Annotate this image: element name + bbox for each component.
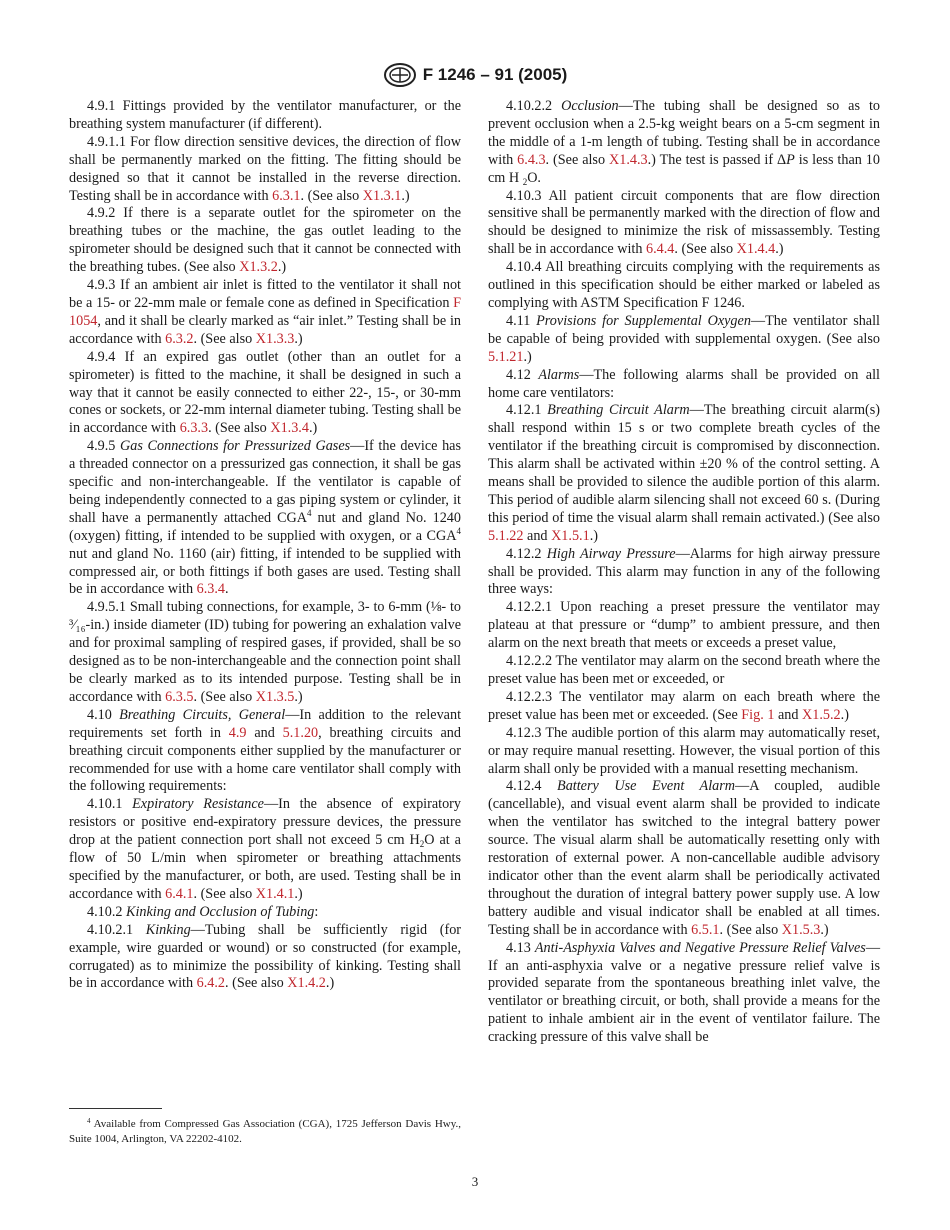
ref-link[interactable]: 6.3.5	[165, 688, 194, 705]
ref-link[interactable]: Fig. 1	[741, 706, 775, 723]
para-4-13: 4.13 Anti-Asphyxia Valves and Negative Pressure Relief Valves—If an anti-asphyxia valve or a negative pressure relief valve is provided separate from the spontaneous breathing inlet valve, the ventilator or breathing circuit, or both, shall provide a means for the patient to inhale ambient air in the event of ventilator failure. The cracking pressure of this valve shall be	[488, 939, 880, 1046]
para-4-10-2-2: 4.10.2.2 Occlusion—The tubing shall be designed so as to prevent occlusion when a 2.5-kg weight bears on a 5-cm segment in the middle of a 1-m length of tubing. Testing shall be in accordance with 6.4.3. (See also X1.4.3.) The test is passed if ΔP is less than 10 cm H $_2$O.	[488, 98, 881, 187]
ref-link[interactable]: F 1054	[69, 294, 461, 329]
page-number: 3	[471, 1174, 479, 1189]
para-4-11: 4.11 Provisions for Supplemental Oxygen—The ventilator shall be capable of being provided with supplemental oxygen. (See also 5.1.21.)	[488, 312, 880, 365]
footnote: $^4$ Available from Compressed Gas Association (CGA), 1725 Jefferson Davis Hwy., Suite 1004, Arlington, VA 22202-4102.	[69, 1117, 461, 1145]
para-4-12-4: 4.12.4 Battery Use Event Alarm—A coupled, audible (cancellable), and visual event alarm shall be provided to indicate when the ventilator has switched to the integral battery power source. The visual alarm shall be automatically resetting only with restoration of external power. A non-cancellable audible advisory indicator other than the event alarm shall be periodically activated throughout the duration of integral battery power supply use. A low battery audible and visual indicator shall be enabled at all times. Testing shall be in accordance with 6.5.1. (See also X1.5.3.)	[488, 778, 881, 938]
document-designation: F 1246 – 91 (2005)	[422, 65, 568, 84]
para-4-12-3: 4.12.3 The audible portion of this alarm may automatically reset, or may require manual resetting. However, the visual portion of this alarm shall only be provided with a manual resetting mechanism.	[488, 724, 880, 777]
para-4-9-3: 4.9.3 If an ambient air inlet is fitted to the ventilator it shall not be a 15- or 22-mm male or female cone as defined in Specification F 1054, and it shall be clearly marked as “air inlet.” Testing shall be in accordance with 6.3.2. (See also X1.3.3.)	[69, 277, 461, 347]
para-4-9-5: 4.9.5 Gas Connections for Pressurized Gases—If the device has a threaded connector on a pressurized gas connection, it shall be gas specific and non-interchangeable. If the ventilator is capable of being independently connected to a gas piping system or cylinder, it shall have a permanently attached CGA$^4$ nut and gland No. 1240 (oxygen) fitting, if intended to be supplied with oxygen, or a CGA$^4$ nut and gland No. 1160 (air) fitting, if intended to be supplied with compressed air, or both fittings if both gases are used. Testing shall be in accordance with 6.3.4.	[69, 438, 461, 598]
ref-link[interactable]: X1.4.1	[255, 885, 295, 902]
ref-link[interactable]: X1.4.4	[736, 241, 776, 258]
ref-link[interactable]: X1.5.2	[802, 706, 841, 723]
ref-link[interactable]: 6.3.2	[165, 330, 194, 347]
para-4-12-2-2: 4.12.2.2 The ventilator may alarm on the second breath where the preset value has been met or exceeded, or	[488, 653, 880, 687]
para-4-12-1: 4.12.1 Breathing Circuit Alarm—The breathing circuit alarm(s) shall respond within 15 s or two complete breath cycles of the ventilator if the breathing circuit is compromised by disconnection. This alarm shall be activated within ±20 % of the control setting. A means shall be provided to silence the audible portion of this alarm. This period of audible alarm silencing shall not exceed 60 s. (During this period of time the visual alarm shall remain activated.) (See also 5.1.22 and X1.5.1.)	[488, 402, 880, 544]
ref-link[interactable]: 6.5.1	[691, 921, 720, 938]
ref-link[interactable]: 6.4.3	[517, 151, 546, 168]
ref-link[interactable]: 6.4.1	[165, 885, 194, 902]
para-4-12-2-1: 4.12.2.1 Upon reaching a preset pressure the ventilator may plateau at that pressure or “dump” to ambient pressure, and then alarm on the next breath that meets or exceeds a preset value,	[488, 599, 880, 652]
ref-link[interactable]: X1.3.2	[239, 259, 278, 276]
ref-link[interactable]: X1.3.3	[255, 330, 295, 347]
ref-link[interactable]: X1.5.1	[551, 527, 590, 544]
para-4-9-1: 4.9.1 Fittings provided by the ventilator manufacturer, or the breathing system manufacturer (if different).	[69, 98, 461, 132]
para-4-10-3: 4.10.3 All patient circuit components that are flow direction sensitive shall be permanently marked with the direction of flow and should be designed to minimize the risk of missassembly. Testing shall be in accordance with 6.4.4. (See also X1.4.4.)	[488, 187, 880, 258]
ref-link[interactable]: 4.9	[228, 724, 247, 741]
ref-link[interactable]: X1.4.2	[287, 975, 326, 992]
ref-link[interactable]: 5.1.22	[488, 527, 524, 544]
ref-link[interactable]: 6.4.2	[196, 975, 226, 992]
left-column	[69, 98, 461, 993]
footnote-marker[interactable]: 4	[307, 507, 312, 518]
page-header	[0, 62, 950, 88]
para-4-12: 4.12 Alarms—The following alarms shall be provided on all home care ventilators:	[488, 366, 880, 401]
ref-link[interactable]: 6.4.4	[645, 241, 675, 258]
ref-link[interactable]: X1.3.4	[270, 420, 309, 437]
ref-link[interactable]: 5.1.21	[488, 348, 524, 365]
ref-link[interactable]: X1.3.5	[255, 688, 295, 705]
para-4-10-2: 4.10.2 Kinking and Occlusion of Tubing:	[87, 903, 319, 920]
para-4-9-1-1: 4.9.1.1 For flow direction sensitive devices, the direction of flow shall be permanently marked on the fitting. The fitting should be designed so that it cannot be installed in the reverse direction. Testing shall be in accordance with 6.3.1. (See also X1.3.1.)	[69, 133, 461, 204]
ref-link[interactable]: X1.3.1	[362, 187, 402, 204]
footnote-marker[interactable]: 4	[456, 525, 461, 536]
para-4-10-4: 4.10.4 All breathing circuits complying with the requirements as outlined in this specification should be either marked or labeled as complying with ASTM Specification F 1246.	[488, 259, 880, 311]
astm-logo-icon	[383, 62, 417, 88]
para-4-9-2: 4.9.2 If there is a separate outlet for the spirometer on the breathing tubes or the machine, the gas outlet leading to the spirometer should be designed such that it cannot be connected with the breathing tubes. (See also X1.3.2.)	[69, 205, 461, 276]
para-4-12-2-3: 4.12.2.3 The ventilator may alarm on each breath where the preset value has been met or exceeded. (See Fig. 1 and X1.5.2.)	[488, 688, 880, 723]
para-4-9-5-1: 4.9.5.1 Small tubing connections, for example, 3- to 6-mm (⅛- to ³⁄₁₆-in.) inside diameter (ID) tubing for powering an exhalation valve and for proximal sampling of respired gases, if provided, shall be so designed as to be non-interchangeable and the connection point shall be clearly marked as to its intended purpose. Testing shall be in accordance with 6.3.5. (See also X1.3.5.)	[69, 599, 461, 705]
ref-link[interactable]: 6.3.1	[272, 187, 301, 204]
ref-link[interactable]: X1.5.3	[781, 921, 821, 938]
footnote-divider	[69, 1108, 162, 1109]
para-4-10-1: 4.10.1 Expiratory Resistance—In the absence of expiratory resistors or positive end-expiratory pressure devices, the pressure drop at the patient connection port shall not exceed 5 cm $H_2O$ at a flow of 50 L/min when spirometer or breathing attachments specified by the manufacturer, or both, are used. Testing shall be in accordance with 6.4.1. (See also X1.4.1.)	[69, 796, 461, 902]
para-4-9-4: 4.9.4 If an expired gas outlet (other than an outlet for a spirometer) is fitted to the machine, it shall be designed in such a way that it cannot be easily connected to either 22-, 15-, or 30-mm cones or sockets, or 22-mm internal diameter tubing. Testing shall be in accordance with 6.3.3. (See also X1.3.4.)	[69, 348, 461, 437]
para-4-12-2: 4.12.2 High Airway Pressure—Alarms for high airway pressure shall be provided. This alarm may function in any of the following three ways:	[488, 545, 881, 598]
right-column	[488, 98, 880, 1047]
para-4-10-2-1: 4.10.2.1 Kinking—Tubing shall be sufficiently rigid (for example, wire guarded or wound) or so constructed (for example, corrugated) as to minimize the possibility of kinking. Testing shall be in accordance with 6.4.2. (See also X1.4.2.)	[69, 921, 462, 992]
para-4-10: 4.10 Breathing Circuits, General—In addition to the relevant requirements set forth in 4.9 and 5.1.20, breathing circuits and breathing circuit components either supplied by the manufacturer or recommended for use with a home care ventilator shall comply with the following requirements:	[69, 706, 462, 795]
ref-link[interactable]: 6.3.3	[179, 420, 209, 437]
ref-link[interactable]: 6.3.4	[196, 581, 226, 598]
ref-link[interactable]: X1.4.3	[609, 151, 648, 168]
ref-link[interactable]: 5.1.20	[282, 724, 319, 741]
